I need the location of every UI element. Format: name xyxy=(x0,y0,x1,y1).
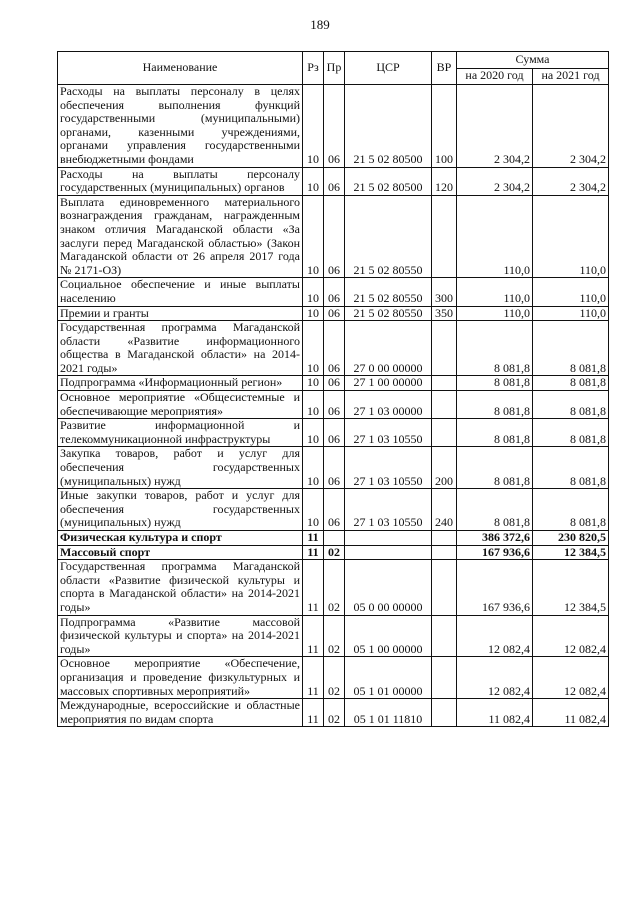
cell-name: Развитие информационной и телекоммуникационной инфраструктуры xyxy=(58,419,303,447)
cell-csr: 05 1 01 11810 xyxy=(345,699,432,727)
cell-name: Подпрограмма «Развитие массовой физической культуры и спорта» на 2014-2021 годы» xyxy=(58,615,303,657)
table-row xyxy=(58,167,609,195)
cell-csr: 21 5 02 80550 xyxy=(345,278,432,306)
cell-csr: 27 1 03 10550 xyxy=(345,447,432,489)
table-row xyxy=(58,489,609,531)
cell-2021: 110,0 xyxy=(533,278,609,306)
cell-2021: 8 081,8 xyxy=(533,391,609,419)
cell-name: Массовый спорт xyxy=(58,545,303,560)
cell-csr: 05 1 00 00000 xyxy=(345,615,432,657)
cell-pr: 06 xyxy=(324,376,345,391)
cell-rz: 10 xyxy=(303,195,324,278)
cell-vr xyxy=(432,376,457,391)
cell-name: Подпрограмма «Информационный регион» xyxy=(58,376,303,391)
cell-2021: 12 082,4 xyxy=(533,657,609,699)
cell-2021: 12 384,5 xyxy=(533,545,609,560)
cell-2020: 167 936,6 xyxy=(457,545,533,560)
cell-name: Физическая культура и спорт xyxy=(58,531,303,546)
cell-pr: 06 xyxy=(324,419,345,447)
cell-name: Государственная программа Магаданской области «Развитие информационного общества в Магаданской области» на 2014-2021 годы» xyxy=(58,321,303,376)
cell-vr: 240 xyxy=(432,489,457,531)
cell-vr: 300 xyxy=(432,278,457,306)
cell-vr xyxy=(432,195,457,278)
cell-name: Основное мероприятие «Общесистемные и обеспечивающие мероприятия» xyxy=(58,391,303,419)
cell-pr: 02 xyxy=(324,657,345,699)
table-row xyxy=(58,699,609,727)
cell-2021: 8 081,8 xyxy=(533,321,609,376)
table-row xyxy=(58,278,609,306)
cell-2021: 110,0 xyxy=(533,306,609,321)
cell-2021: 2 304,2 xyxy=(533,85,609,168)
cell-2021: 8 081,8 xyxy=(533,376,609,391)
header-vr: ВР xyxy=(432,52,457,85)
cell-csr: 27 1 03 10550 xyxy=(345,489,432,531)
cell-vr xyxy=(432,699,457,727)
cell-2021: 8 081,8 xyxy=(533,489,609,531)
cell-2020: 386 372,6 xyxy=(457,531,533,546)
table-row xyxy=(58,419,609,447)
cell-vr xyxy=(432,615,457,657)
table-row xyxy=(58,545,609,560)
cell-name: Иные закупки товаров, работ и услуг для обеспечения государственных (муниципальных) нужд xyxy=(58,489,303,531)
cell-csr: 27 1 00 00000 xyxy=(345,376,432,391)
cell-csr: 27 1 03 10550 xyxy=(345,419,432,447)
page-number: 189 xyxy=(310,17,330,32)
cell-csr: 27 1 03 00000 xyxy=(345,391,432,419)
cell-rz: 10 xyxy=(303,447,324,489)
cell-2020: 11 082,4 xyxy=(457,699,533,727)
cell-pr xyxy=(324,531,345,546)
cell-csr: 21 5 02 80550 xyxy=(345,195,432,278)
cell-pr: 06 xyxy=(324,306,345,321)
table-row xyxy=(58,391,609,419)
cell-2020: 8 081,8 xyxy=(457,376,533,391)
cell-rz: 11 xyxy=(303,560,324,615)
cell-pr: 02 xyxy=(324,545,345,560)
table-row xyxy=(58,306,609,321)
cell-pr: 06 xyxy=(324,391,345,419)
cell-vr xyxy=(432,545,457,560)
header-csr: ЦСР xyxy=(345,52,432,85)
header-pr: Пр xyxy=(324,52,345,85)
cell-rz: 10 xyxy=(303,85,324,168)
header-2020: на 2020 год xyxy=(457,68,533,85)
cell-name: Государственная программа Магаданской области «Развитие физической культуры и спорта в Магаданской области» на 2014-2021 годы» xyxy=(58,560,303,615)
cell-2020: 110,0 xyxy=(457,278,533,306)
cell-vr: 200 xyxy=(432,447,457,489)
cell-2020: 110,0 xyxy=(457,195,533,278)
cell-2021: 8 081,8 xyxy=(533,447,609,489)
cell-csr: 21 5 02 80500 xyxy=(345,85,432,168)
cell-name: Расходы на выплаты персоналу государственных (муниципальных) органов xyxy=(58,167,303,195)
cell-2020: 8 081,8 xyxy=(457,489,533,531)
cell-rz: 10 xyxy=(303,306,324,321)
table-row xyxy=(58,657,609,699)
cell-pr: 06 xyxy=(324,278,345,306)
cell-2021: 12 082,4 xyxy=(533,615,609,657)
cell-name: Расходы на выплаты персоналу в целях обеспечения выполнения функций государственными (муниципальными) органами, казенными учреждениями, органами управления государственными внебюджетными фондами xyxy=(58,85,303,168)
cell-2020: 110,0 xyxy=(457,306,533,321)
cell-vr xyxy=(432,321,457,376)
cell-vr xyxy=(432,391,457,419)
cell-name: Социальное обеспечение и иные выплаты населению xyxy=(58,278,303,306)
cell-pr: 06 xyxy=(324,447,345,489)
cell-pr: 06 xyxy=(324,195,345,278)
cell-vr: 350 xyxy=(432,306,457,321)
table-row xyxy=(58,321,609,376)
cell-pr: 02 xyxy=(324,699,345,727)
cell-rz: 11 xyxy=(303,657,324,699)
cell-vr xyxy=(432,419,457,447)
cell-rz: 10 xyxy=(303,419,324,447)
cell-pr: 06 xyxy=(324,321,345,376)
cell-vr: 100 xyxy=(432,85,457,168)
table-row xyxy=(58,376,609,391)
cell-rz: 11 xyxy=(303,699,324,727)
cell-name: Премии и гранты xyxy=(58,306,303,321)
cell-vr xyxy=(432,531,457,546)
cell-2020: 2 304,2 xyxy=(457,85,533,168)
cell-rz: 10 xyxy=(303,376,324,391)
table-row xyxy=(58,85,609,168)
cell-2021: 230 820,5 xyxy=(533,531,609,546)
header-rz: Рз xyxy=(303,52,324,85)
cell-2020: 8 081,8 xyxy=(457,447,533,489)
cell-2020: 167 936,6 xyxy=(457,560,533,615)
cell-csr xyxy=(345,545,432,560)
cell-name: Основное мероприятие «Обеспечение, организация и проведение физкультурных и массовых спортивных мероприятий» xyxy=(58,657,303,699)
cell-rz: 11 xyxy=(303,545,324,560)
cell-2021: 110,0 xyxy=(533,195,609,278)
cell-name: Международные, всероссийские и областные мероприятия по видам спорта xyxy=(58,699,303,727)
cell-pr: 06 xyxy=(324,85,345,168)
cell-csr: 21 5 02 80500 xyxy=(345,167,432,195)
cell-vr: 120 xyxy=(432,167,457,195)
cell-csr: 05 0 00 00000 xyxy=(345,560,432,615)
header-name: Наименование xyxy=(58,52,303,85)
cell-2021: 8 081,8 xyxy=(533,419,609,447)
cell-2020: 2 304,2 xyxy=(457,167,533,195)
table-row xyxy=(58,531,609,546)
cell-pr: 06 xyxy=(324,167,345,195)
cell-2020: 8 081,8 xyxy=(457,419,533,447)
table-row xyxy=(58,560,609,615)
cell-2020: 12 082,4 xyxy=(457,657,533,699)
cell-2020: 8 081,8 xyxy=(457,321,533,376)
table-row xyxy=(58,615,609,657)
cell-rz: 10 xyxy=(303,321,324,376)
cell-2021: 2 304,2 xyxy=(533,167,609,195)
cell-rz: 10 xyxy=(303,278,324,306)
cell-rz: 10 xyxy=(303,489,324,531)
cell-csr: 21 5 02 80550 xyxy=(345,306,432,321)
table-row xyxy=(58,447,609,489)
header-2021: на 2021 год xyxy=(533,68,609,85)
cell-csr: 27 0 00 00000 xyxy=(345,321,432,376)
budget-table xyxy=(57,51,609,727)
cell-pr: 06 xyxy=(324,489,345,531)
cell-vr xyxy=(432,560,457,615)
cell-pr: 02 xyxy=(324,560,345,615)
table-body xyxy=(58,85,609,727)
cell-name: Закупка товаров, работ и услуг для обеспечения государственных (муниципальных) нужд xyxy=(58,447,303,489)
table-row xyxy=(58,195,609,278)
cell-rz: 11 xyxy=(303,531,324,546)
cell-2020: 8 081,8 xyxy=(457,391,533,419)
cell-csr: 05 1 01 00000 xyxy=(345,657,432,699)
cell-2021: 12 384,5 xyxy=(533,560,609,615)
cell-2021: 11 082,4 xyxy=(533,699,609,727)
cell-name: Выплата единовременного материального вознаграждения гражданам, награжденным знаком отличия Магаданской области «За заслуги перед Магаданской областью» (Закон Магаданской области от 26 апреля 2017 года № 2171-ОЗ) xyxy=(58,195,303,278)
cell-csr xyxy=(345,531,432,546)
cell-2020: 12 082,4 xyxy=(457,615,533,657)
cell-rz: 10 xyxy=(303,167,324,195)
header-sum: Сумма xyxy=(457,52,609,69)
cell-rz: 10 xyxy=(303,391,324,419)
cell-vr xyxy=(432,657,457,699)
cell-rz: 11 xyxy=(303,615,324,657)
cell-pr: 02 xyxy=(324,615,345,657)
